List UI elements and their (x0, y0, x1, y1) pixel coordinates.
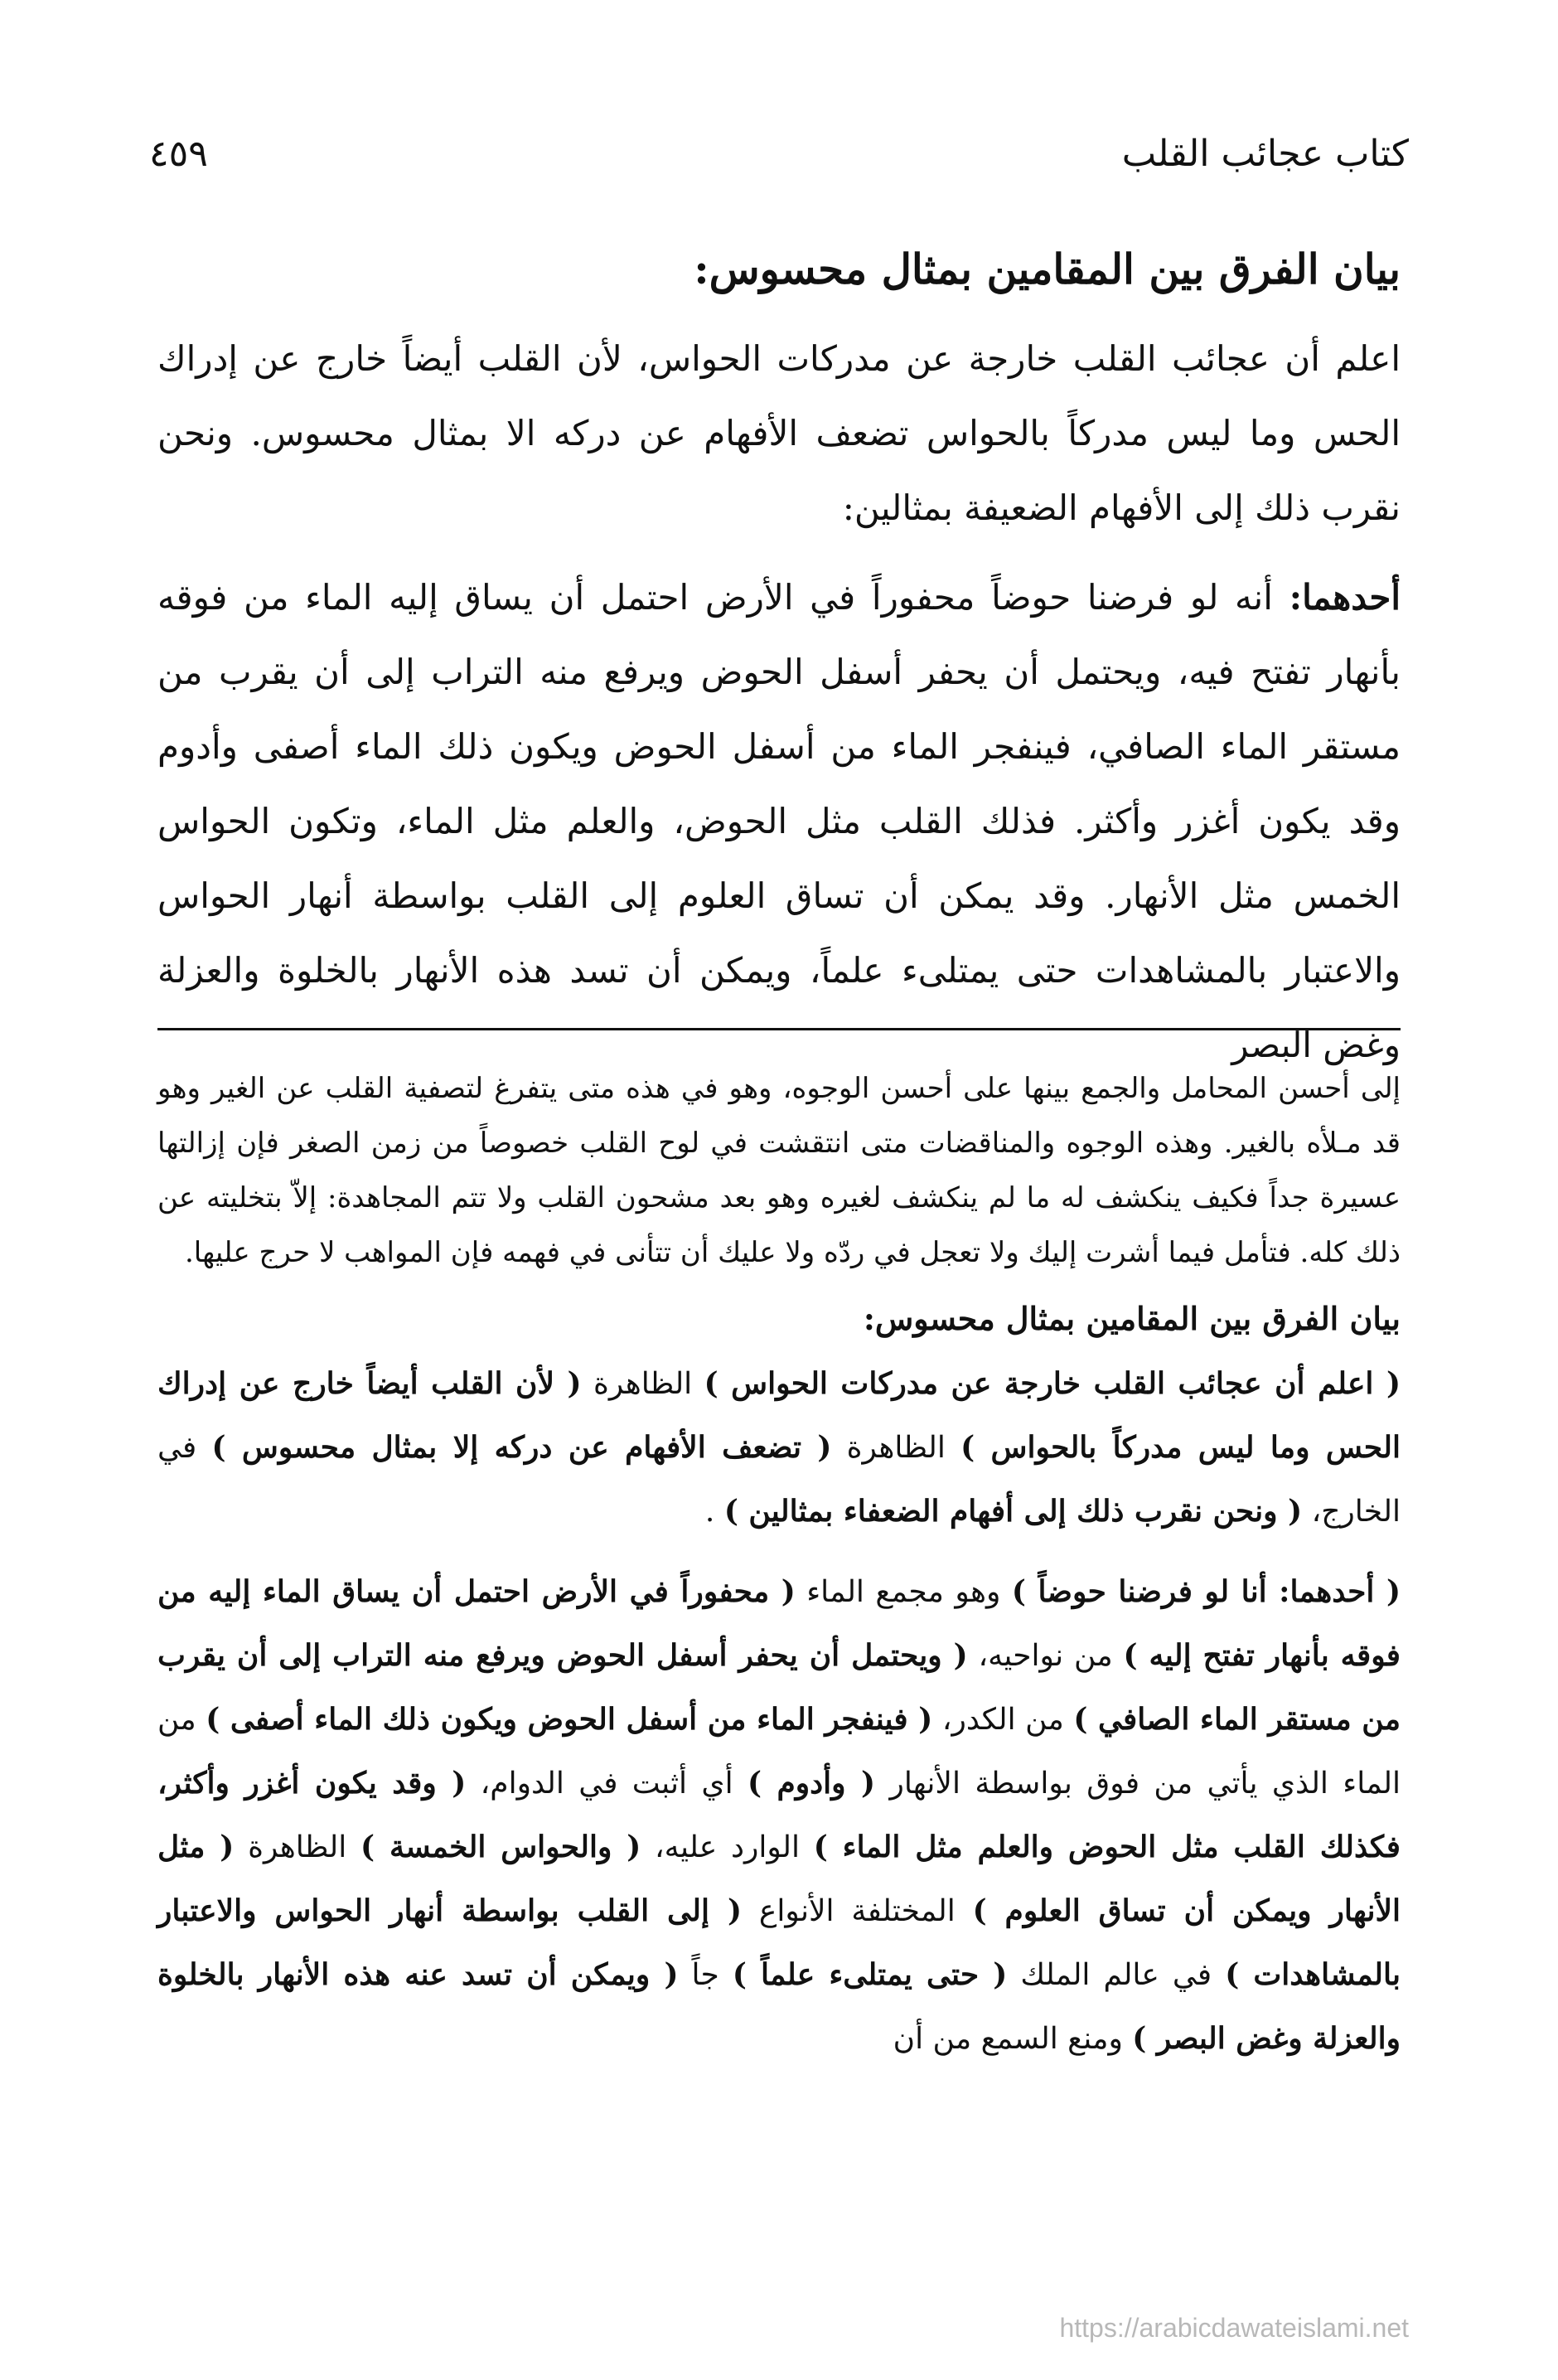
commentary-block-2 (157, 1560, 1401, 2071)
quoted-text: ( وقد يكون أغزر وأكثر، فكذلك القلب مثل الحوض والعلم مثل الماء ) (157, 1766, 1401, 1864)
quoted-text: ( إلى القلب بواسطة أنهار الحواس والاعتبار بالمشاهدات ) (157, 1893, 1401, 1992)
quoted-text: ( ويحتمل أن يحفر أسفل الحوض ويرفع منه التراب إلى أن يقرب من مستقر الماء الصافي ) (157, 1638, 1401, 1737)
quoted-text: ( وأدوم ) (747, 1766, 876, 1801)
quoted-text: ( اعلم أن عجائب القلب خارجة عن مدركات الحواس ) (704, 1366, 1401, 1401)
section-heading: بيان الفرق بين المقامين بمثال محسوس: (694, 245, 1401, 293)
quoted-text: ( فينفجر الماء من أسفل الحوض ويكون ذلك الماء أصفى ) (206, 1702, 933, 1737)
quoted-text: ( لأن القلب أيضاً خارج عن إدراك الحس وما ليس مدركاً بالحواس ) (157, 1366, 1401, 1465)
explanation-text: الظاهرة (581, 1367, 704, 1401)
main-text (157, 240, 1401, 1098)
quoted-text: ( حتى يمتلىء علماً ) (732, 1957, 1008, 1992)
explanation-text: الظاهرة (831, 1431, 961, 1465)
footnote-divider (157, 1028, 1401, 1030)
explanation-text: الظاهرة (234, 1830, 361, 1864)
quoted-text: ( ويمكن أن تسد عنه هذه الأنهار بالخلوة والعزلة وغض البصر ) (157, 1957, 1401, 2056)
explanation-text: في عالم الملك (1007, 1958, 1226, 1992)
watermark-url: https://arabicdawateislami.net (1059, 2313, 1409, 2343)
explanation-text: في الخارج، (157, 1431, 1401, 1529)
commentary-section (157, 1061, 1401, 2087)
page-header (149, 124, 1409, 182)
commentary-heading: بيان الفرق بين المقامين بمثال محسوس: (863, 1300, 1401, 1337)
book-title: كتاب عجائب القلب (1121, 132, 1409, 175)
explanation-text: المختلفة الأنواع (742, 1894, 973, 1928)
page-number: ٤٥٩ (149, 132, 208, 175)
explanation-text: ومنع السمع من أن (893, 2022, 1133, 2056)
paragraph-lead: أحدهما: (1289, 577, 1401, 618)
quoted-text: ( أحدهما: أنا لو فرضنا حوضاً ) (1011, 1574, 1401, 1609)
paragraph-first-example (157, 560, 1401, 1083)
quoted-text: ( والحواس الخمسة ) (360, 1830, 641, 1864)
explanation-text: . (704, 1495, 724, 1529)
explanation-text: جاً (678, 1958, 733, 1992)
explanation-text: أي أثبت في الدوام، (466, 1767, 748, 1801)
explanation-text: من الماء الذي يأتي من فوق بواسطة الأنهار (157, 1703, 1401, 1801)
quoted-text: ( مثل الأنهار ويمكن أن تساق العلوم ) (157, 1830, 1401, 1928)
quoted-text: ( ونحن نقرب ذلك إلى أفهام الضعفاء بمثالين ) (723, 1494, 1303, 1529)
explanation-text: وهو مجمع الماء (795, 1575, 1012, 1609)
paragraph-body: أنه لو فرضنا حوضاً محفوراً في الأرض احتمل أن يساق إليه الماء من فوقه بأنهار تفتح فيه، ويحتمل أن يحفر أسفل الحوض ويرفع منه التراب إلى أن يقرب من مستقر الماء الصافي، فينفجر الماء من أسفل الحوض ويكون ذلك الماء أصفى وأدوم وقد يكون أغزر وأكثر. فذلك القلب مثل الحوض، والعلم مثل الماء، وتكون الحواس الخمس مثل الأنهار. وقد يمكن أن تساق العلوم إلى القلب بواسطة أنهار الحواس والاعتبار بالمشاهدات حتى يمتلىء علماً، ويمكن أن تسد هذه الأنهار بالخلوة والعزلة وغض البصر (157, 577, 1401, 1065)
explanation-text: الوارد عليه، (641, 1830, 814, 1864)
quoted-text: ( تضعف الأفهام عن دركه إلا بمثال محسوس ) (211, 1430, 832, 1465)
explanation-text: من نواحيه، (967, 1639, 1124, 1673)
commentary-paragraph: إلى أحسن المحامل والجمع بينها على أحسن الوجوه، وهو في هذه متى يتفرغ لتصفية القلب عن الغير وهو قد مـلأه بالغير. وهذه الوجوه والمناقضات متى انتقشت في لوح القلب خصوصاً من زمن الصغر فإن إزالتها عسيرة جداً فكيف ينكشف له ما لم ينكشف لغيره وهو بعد مشحون القلب ولا تتم المجاهدة: إلاّ بتخليته عن ذلك كله. فتأمل فيما أشرت إليك ولا تعجل في ردّه ولا عليك أن تتأنى في فهمه فإن المواهب لا حرج عليها. (157, 1072, 1401, 1269)
quoted-text: ( محفوراً في الأرض احتمل أن يساق الماء إليه من فوقه بأنهار تفتح إليه ) (157, 1574, 1401, 1673)
paragraph-intro: اعلم أن عجائب القلب خارجة عن مدركات الحواس، لأن القلب أيضاً خارج عن إدراك الحس وما ليس مدركاً بالحواس تضعف الأفهام عن دركه الا بمثال محسوس. ونحن نقرب ذلك إلى الأفهام الضعيفة بمثالين: (157, 338, 1401, 528)
explanation-text: من الكدر، (932, 1703, 1074, 1737)
commentary-block-1 (157, 1352, 1401, 1544)
